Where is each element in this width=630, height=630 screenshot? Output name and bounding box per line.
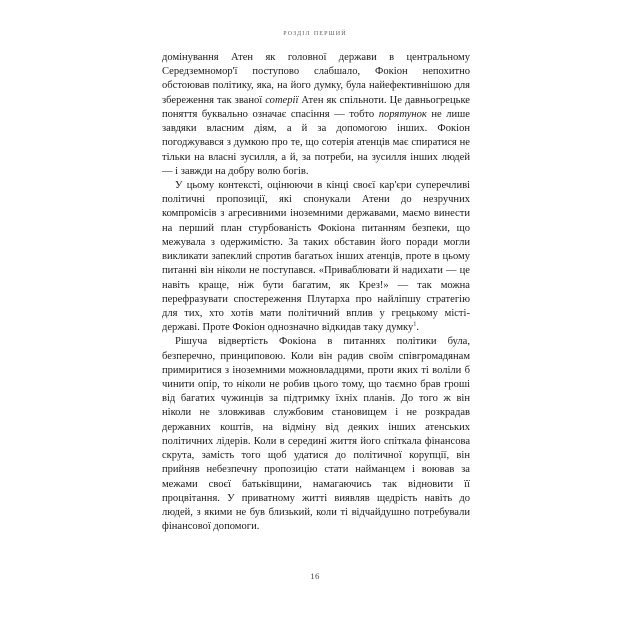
text-run: Рішуча відвертість Фокіона в питаннях політики була, безперечно, принциповою. Коли він радив своїм співгромадянам примиритися з іноземними можновладцями, проти яких ті воліли б чинити опір, то ніколи не робив цього тому, що таємно брав гроші від багатих чужинців за підтримку їхніх планів. До того ж він ніколи не зловживав службовим становищем і не розкрадав державних коштів, на відміну від деяких інших атенських політичних лідерів. Коли в середині життя його спіткала фінансова скрута, замість того щоб удатися до політичної корупції, він прийняв небезпечну пропозицію стати найманцем і воював за межами своєї батьківщини, намагаючись так відновити її процвітання. У приватному житті виявляв щедрість навіть до людей, з якими не був близький, коли ті відчайдушно потребували фінансової допомоги.: [162, 336, 470, 533]
body-text-block: [162, 51, 470, 534]
emphasis-term: сотерії: [265, 94, 299, 106]
text-run: .: [416, 322, 420, 334]
running-header: розділ перший: [283, 28, 347, 37]
footnote-reference[interactable]: 1: [413, 320, 417, 328]
text-run: У цьому контексті, оцінюючи в кінці своєї кар'єри суперечливі політичні пропозиції, які спонукали Атени до незручних компромісів з агресивними іноземними державами, маємо винести на перший план стурбованість Фокіона питанням безпеки, що межувала з одержимістю. За таких обставин його поради могли викликати запеклий спротив багатьох інших атенців, проте в цьому питанні він ніколи не поступався. «Приваблювати й надихати — це навіть краще, ніж бути багатим, як Крез!» — так можна перефразувати спостереження Плутарха про найліпшу стратегію для тих, хто хотів мати політичний вплив у грецькому місті-державі. Проте Фокіон однозначно відкидав таку думку: [162, 179, 470, 334]
paragraph: [162, 179, 470, 335]
page-number: 16: [310, 571, 320, 581]
paragraph: [162, 335, 470, 534]
text-run: Атен як спільноти. Це давньогрецьке поняття буквально означає спасіння — тобто: [162, 94, 470, 120]
emphasis-term: порятунок: [378, 108, 427, 120]
text-run: домінування Атен як головної держави в центральному Середземномор'ї поступово слабшало, Фокіон непохитно обстоював політику, яка, на його думку, була найефективнішою для збереження так званої: [162, 52, 470, 106]
text-run: не лише завдяки власним діям, а й за допомогою інших. Фокіон погоджувався з думкою про те, що сотерія атенців має спиратися не тільки на власні зусилля, а й, за потреби, на зусилля інших людей — і завжди на добру волю богів.: [162, 108, 470, 177]
paragraph: [162, 51, 470, 179]
